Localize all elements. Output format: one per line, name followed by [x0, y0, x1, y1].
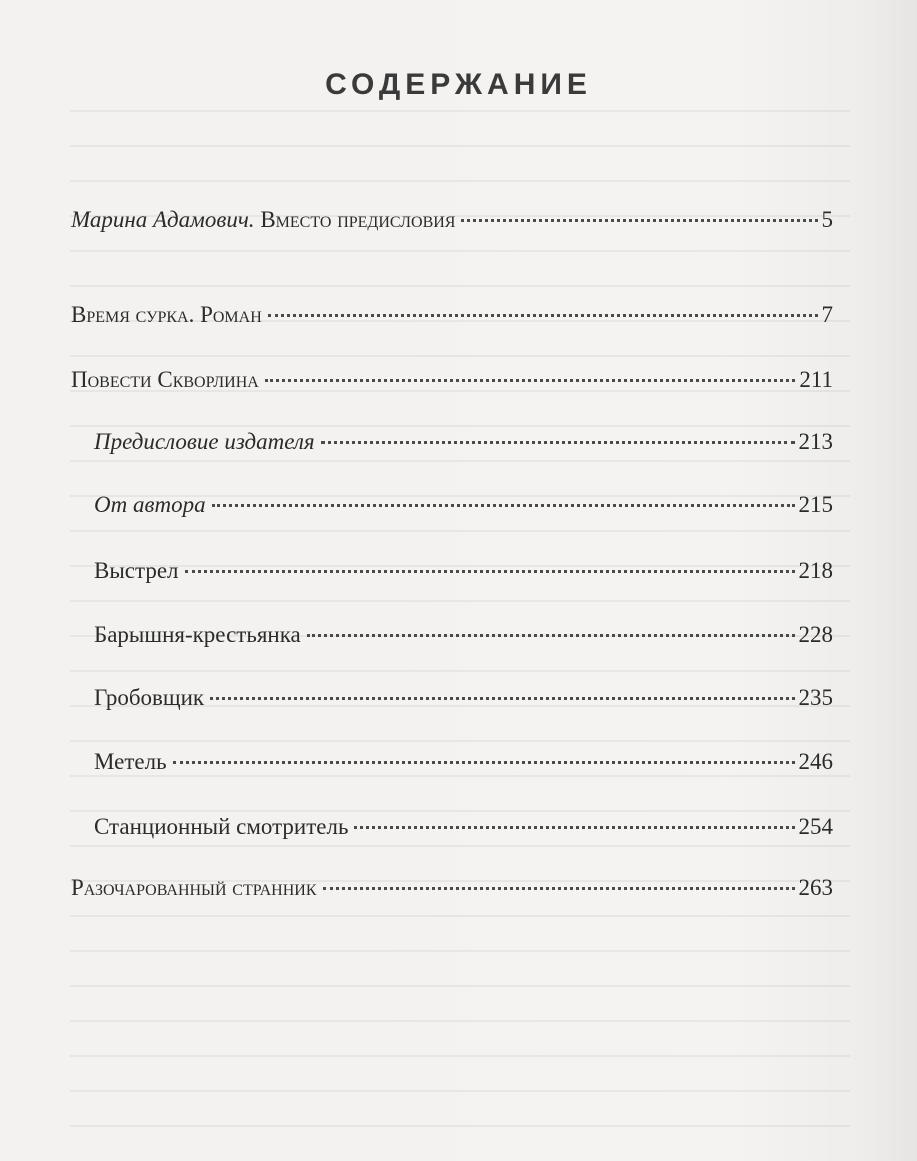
- dot-leader: [461, 219, 817, 222]
- toc-entry-from-author[interactable]: [94, 490, 833, 520]
- dot-leader: [307, 634, 795, 637]
- toc-entry-title: Станционный смотритель: [94, 814, 349, 839]
- toc-entry-page: 5: [821, 207, 833, 232]
- dot-leader: [323, 887, 795, 890]
- toc-entry-page: 213: [798, 429, 833, 454]
- toc-entry-disillusioned-wanderer[interactable]: [71, 873, 833, 903]
- toc-entry-stories[interactable]: [71, 365, 833, 395]
- toc-entry-foreword[interactable]: [71, 205, 833, 235]
- toc-entry-title: Метель: [94, 749, 167, 774]
- dot-leader: [321, 441, 795, 444]
- toc-entry-page: 235: [798, 685, 833, 710]
- dot-leader: [268, 314, 818, 317]
- page-title: СОДЕРЖАНИЕ: [325, 68, 592, 101]
- toc-entry-page: 7: [821, 302, 833, 327]
- toc-entry-title: Повести Скворлина: [71, 367, 259, 392]
- dot-leader: [185, 570, 795, 573]
- toc-entry-title: Барышня-крестьянка: [94, 622, 301, 647]
- toc-entry-shot[interactable]: [94, 556, 833, 586]
- dot-leader: [265, 379, 796, 382]
- toc-entry-page: 215: [798, 492, 833, 517]
- toc-entry-peasant-lady[interactable]: [94, 620, 833, 650]
- toc-entry-novel[interactable]: [71, 300, 833, 330]
- toc-entry-title: Предисловие издателя: [94, 429, 315, 454]
- toc-entry-page: 254: [798, 814, 833, 839]
- toc-entry-undertaker[interactable]: [94, 683, 833, 713]
- toc-entry-title: Разочарованный странник: [71, 875, 317, 900]
- toc-entry-page: 246: [798, 749, 833, 774]
- toc-entry-page: 263: [798, 875, 833, 900]
- dot-leader: [173, 761, 795, 764]
- toc-entry-publisher-preface[interactable]: [94, 427, 833, 457]
- toc-entry-title: Вместо предисловия: [260, 207, 456, 232]
- toc-entry-title: От автора: [94, 492, 206, 517]
- dot-leader: [210, 697, 794, 700]
- toc-entry-title: Время сурка. Роман: [71, 302, 262, 327]
- toc-entry-page: 218: [798, 558, 833, 583]
- dot-leader: [212, 504, 795, 507]
- toc-entry-title: Гробовщик: [94, 685, 205, 710]
- dot-leader: [354, 826, 794, 829]
- toc-entry-author: Марина Адамович.: [71, 207, 255, 232]
- toc-entry-snowstorm[interactable]: [94, 747, 833, 777]
- toc-entry-stationmaster[interactable]: [94, 812, 833, 842]
- toc-entry-page: 228: [798, 622, 833, 647]
- toc-entry-page: 211: [799, 367, 833, 392]
- toc-entry-title: Выстрел: [94, 558, 179, 583]
